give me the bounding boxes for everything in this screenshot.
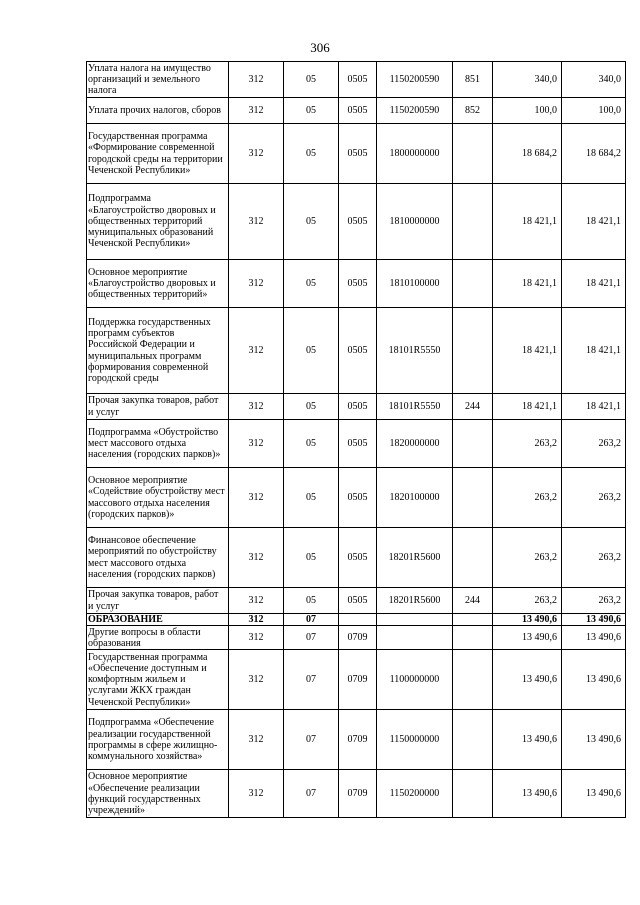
row-expense-type xyxy=(453,650,493,710)
row-expense-type xyxy=(453,626,493,650)
row-name: Государственная программа «Обеспечение доступным и комфортным жильем и услугами ЖКХ граждан Чеченской Республики» xyxy=(87,650,229,710)
row-section-code: 05 xyxy=(284,394,339,420)
row-section-code: 05 xyxy=(284,260,339,308)
row-amount-2: 100,0 xyxy=(562,98,626,124)
row-ministry-code: 312 xyxy=(229,770,284,818)
row-amount-2: 18 421,1 xyxy=(562,308,626,394)
row-ministry-code: 312 xyxy=(229,62,284,98)
row-name: Прочая закупка товаров, работ и услуг xyxy=(87,394,229,420)
row-name: Подпрограмма «Обустройство мест массового отдыха населения (городских парков)» xyxy=(87,420,229,468)
row-target-article: 1820100000 xyxy=(377,468,453,528)
row-section-code: 05 xyxy=(284,468,339,528)
table-row xyxy=(87,124,626,184)
row-target-article: 1100000000 xyxy=(377,650,453,710)
row-expense-type xyxy=(453,468,493,528)
row-amount-2: 263,2 xyxy=(562,468,626,528)
row-ministry-code: 312 xyxy=(229,420,284,468)
row-amount-1: 18 421,1 xyxy=(493,184,562,260)
row-amount-2: 18 421,1 xyxy=(562,394,626,420)
row-subsection-code: 0505 xyxy=(339,528,377,588)
table-row xyxy=(87,770,626,818)
page-number: 306 xyxy=(310,40,330,55)
row-amount-1: 13 490,6 xyxy=(493,770,562,818)
row-ministry-code: 312 xyxy=(229,614,284,626)
row-amount-2: 13 490,6 xyxy=(562,614,626,626)
row-expense-type xyxy=(453,260,493,308)
row-target-article: 18201R5600 xyxy=(377,588,453,614)
row-subsection-code: 0505 xyxy=(339,468,377,528)
row-section-code: 05 xyxy=(284,98,339,124)
row-ministry-code: 312 xyxy=(229,468,284,528)
row-expense-type xyxy=(453,308,493,394)
row-amount-2: 263,2 xyxy=(562,588,626,614)
row-ministry-code: 312 xyxy=(229,710,284,770)
row-section-code: 07 xyxy=(284,614,339,626)
row-amount-1: 263,2 xyxy=(493,468,562,528)
row-expense-type xyxy=(453,184,493,260)
row-expense-type xyxy=(453,770,493,818)
row-amount-1: 263,2 xyxy=(493,420,562,468)
table-row xyxy=(87,184,626,260)
row-section-code: 07 xyxy=(284,710,339,770)
table-row xyxy=(87,260,626,308)
table-row xyxy=(87,420,626,468)
row-target-article: 1800000000 xyxy=(377,124,453,184)
row-name: Подпрограмма «Обеспечение реализации государственной программы в сфере жилищно-коммунального хозяйства» xyxy=(87,710,229,770)
row-expense-type xyxy=(453,528,493,588)
row-subsection-code: 0505 xyxy=(339,98,377,124)
row-ministry-code: 312 xyxy=(229,308,284,394)
row-amount-2: 13 490,6 xyxy=(562,626,626,650)
row-ministry-code: 312 xyxy=(229,588,284,614)
row-section-code: 05 xyxy=(284,528,339,588)
row-target-article: 1150200590 xyxy=(377,98,453,124)
row-target-article: 1810100000 xyxy=(377,260,453,308)
row-expense-type xyxy=(453,710,493,770)
row-subsection-code: 0505 xyxy=(339,588,377,614)
row-subsection-code: 0505 xyxy=(339,394,377,420)
row-subsection-code: 0709 xyxy=(339,710,377,770)
table-row xyxy=(87,614,626,626)
row-target-article: 1150200000 xyxy=(377,770,453,818)
row-amount-2: 263,2 xyxy=(562,528,626,588)
row-target-article: 1820000000 xyxy=(377,420,453,468)
table-row xyxy=(87,710,626,770)
table-row xyxy=(87,468,626,528)
row-target-article: 1150200590 xyxy=(377,62,453,98)
table-row xyxy=(87,528,626,588)
row-expense-type xyxy=(453,614,493,626)
table-row xyxy=(87,308,626,394)
row-subsection-code: 0505 xyxy=(339,420,377,468)
row-amount-1: 18 421,1 xyxy=(493,260,562,308)
row-amount-1: 13 490,6 xyxy=(493,650,562,710)
row-expense-type: 851 xyxy=(453,62,493,98)
row-name: Уплата прочих налогов, сборов xyxy=(87,98,229,124)
row-subsection-code: 0505 xyxy=(339,62,377,98)
row-ministry-code: 312 xyxy=(229,528,284,588)
row-name: Основное мероприятие «Обеспечение реализации функций государственных учреждений» xyxy=(87,770,229,818)
table-row xyxy=(87,394,626,420)
row-amount-2: 18 684,2 xyxy=(562,124,626,184)
row-section-code: 07 xyxy=(284,770,339,818)
row-target-article xyxy=(377,614,453,626)
row-target-article: 1810000000 xyxy=(377,184,453,260)
row-expense-type xyxy=(453,124,493,184)
row-amount-2: 18 421,1 xyxy=(562,260,626,308)
row-expense-type xyxy=(453,420,493,468)
row-target-article: 18201R5600 xyxy=(377,528,453,588)
row-section-code: 07 xyxy=(284,626,339,650)
row-subsection-code: 0709 xyxy=(339,650,377,710)
row-section-code: 05 xyxy=(284,588,339,614)
budget-table-body xyxy=(87,62,626,818)
row-section-code: 07 xyxy=(284,650,339,710)
row-section-code: 05 xyxy=(284,62,339,98)
table-row xyxy=(87,98,626,124)
row-expense-type: 852 xyxy=(453,98,493,124)
row-amount-1: 13 490,6 xyxy=(493,614,562,626)
row-ministry-code: 312 xyxy=(229,260,284,308)
row-ministry-code: 312 xyxy=(229,394,284,420)
row-subsection-code: 0505 xyxy=(339,184,377,260)
row-amount-1: 18 684,2 xyxy=(493,124,562,184)
row-amount-1: 100,0 xyxy=(493,98,562,124)
row-amount-1: 13 490,6 xyxy=(493,710,562,770)
row-name: Прочая закупка товаров, работ и услуг xyxy=(87,588,229,614)
row-subsection-code: 0709 xyxy=(339,770,377,818)
row-ministry-code: 312 xyxy=(229,650,284,710)
row-section-code: 05 xyxy=(284,420,339,468)
row-ministry-code: 312 xyxy=(229,124,284,184)
row-name: Основное мероприятие «Благоустройство дворовых и общественных территорий» xyxy=(87,260,229,308)
row-subsection-code: 0505 xyxy=(339,308,377,394)
row-amount-2: 18 421,1 xyxy=(562,184,626,260)
row-name: ОБРАЗОВАНИЕ xyxy=(87,614,229,626)
row-subsection-code: 0709 xyxy=(339,626,377,650)
row-subsection-code xyxy=(339,614,377,626)
table-row xyxy=(87,650,626,710)
table-row xyxy=(87,626,626,650)
row-ministry-code: 312 xyxy=(229,184,284,260)
row-section-code: 05 xyxy=(284,184,339,260)
row-target-article xyxy=(377,626,453,650)
row-name: Основное мероприятие «Содействие обустройству мест массового отдыха населения (городских парков)» xyxy=(87,468,229,528)
row-subsection-code: 0505 xyxy=(339,124,377,184)
row-amount-2: 13 490,6 xyxy=(562,770,626,818)
row-section-code: 05 xyxy=(284,124,339,184)
row-target-article: 18101R5550 xyxy=(377,308,453,394)
row-amount-2: 263,2 xyxy=(562,420,626,468)
row-name: Уплата налога на имущество организаций и земельного налога xyxy=(87,62,229,98)
row-amount-1: 263,2 xyxy=(493,528,562,588)
budget-table xyxy=(86,61,626,818)
table-row xyxy=(87,62,626,98)
row-amount-1: 13 490,6 xyxy=(493,626,562,650)
row-ministry-code: 312 xyxy=(229,98,284,124)
row-name: Поддержка государственных программ субъектов Российской Федерации и муниципальных программ формирования современной городской среды xyxy=(87,308,229,394)
row-name: Подпрограмма «Благоустройство дворовых и общественных территорий муниципальных образований Чеченской Республики» xyxy=(87,184,229,260)
row-name: Финансовое обеспечение мероприятий по обустройству мест массового отдыха населения (городских парков) xyxy=(87,528,229,588)
row-section-code: 05 xyxy=(284,308,339,394)
table-row xyxy=(87,588,626,614)
row-amount-2: 13 490,6 xyxy=(562,650,626,710)
row-name: Государственная программа «Формирование современной городской среды на территории Чеченской Республики» xyxy=(87,124,229,184)
row-amount-2: 13 490,6 xyxy=(562,710,626,770)
row-amount-1: 18 421,1 xyxy=(493,308,562,394)
row-expense-type: 244 xyxy=(453,588,493,614)
row-expense-type: 244 xyxy=(453,394,493,420)
row-amount-1: 18 421,1 xyxy=(493,394,562,420)
row-subsection-code: 0505 xyxy=(339,260,377,308)
row-name: Другие вопросы в области образования xyxy=(87,626,229,650)
row-amount-1: 340,0 xyxy=(493,62,562,98)
row-ministry-code: 312 xyxy=(229,626,284,650)
row-target-article: 18101R5550 xyxy=(377,394,453,420)
row-target-article: 1150000000 xyxy=(377,710,453,770)
row-amount-2: 340,0 xyxy=(562,62,626,98)
row-amount-1: 263,2 xyxy=(493,588,562,614)
